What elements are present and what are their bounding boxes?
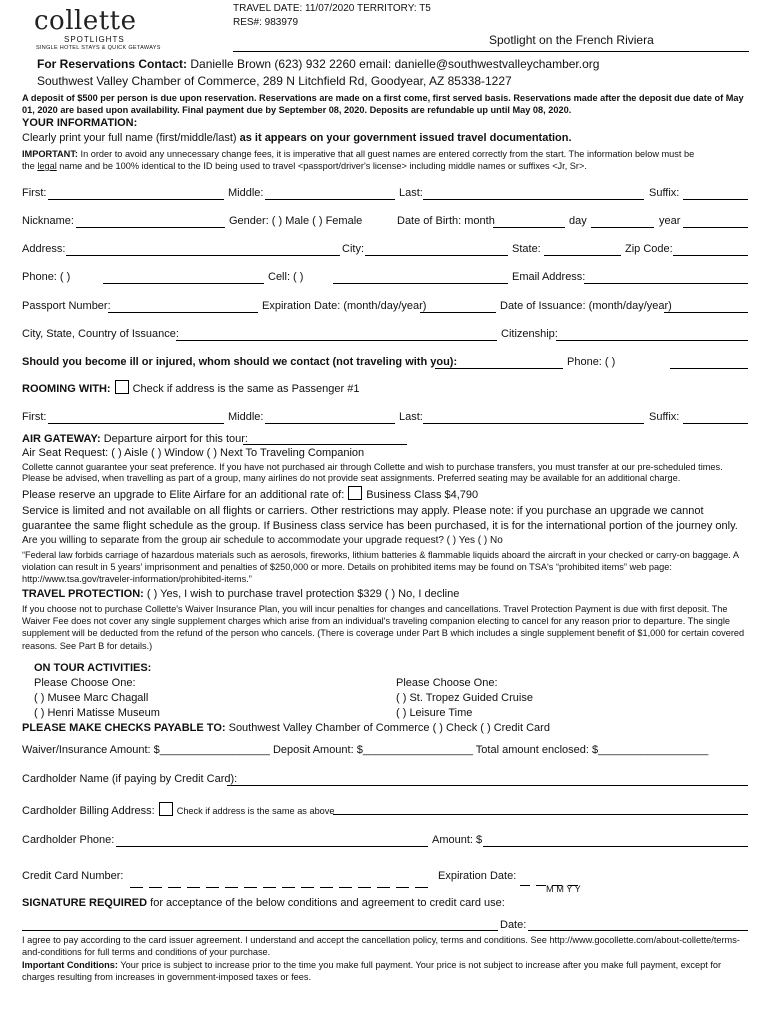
emergency-contact-label: Should you become ill or injured, whom should we contact (not traveling with you): <box>22 356 458 368</box>
billing-address: Cardholder Billing Address: Check if address is the same as above <box>22 802 335 817</box>
issuance-place-label: City, State, Country of Issuance: <box>22 328 179 340</box>
first-name-label: First: <box>22 187 47 199</box>
nickname-field[interactable] <box>76 227 225 228</box>
issuance-place-field[interactable] <box>176 340 497 341</box>
nickname-label: Nickname: <box>22 215 74 227</box>
travel-date-territory: TRAVEL DATE: 11/07/2020 TERRITORY: T5 <box>233 3 431 14</box>
passport-label: Passport Number: <box>22 300 111 312</box>
print-name-instruction: Clearly print your full name (first/middle/last) as it appears on your government issued travel documentation. <box>22 132 572 144</box>
citizenship-field[interactable] <box>556 340 748 341</box>
dob-month-field[interactable] <box>493 227 565 228</box>
deposit-notice: A deposit of $500 per person is due upon reservation. Reservations are made on a first come, first served basis. Reservations made after the deposit due date of May 01, 2020 are based upon availability. Final payment due by September 08, 2020. Deposits are refundable up until May 08, 2020. <box>22 93 744 116</box>
companion-last-field[interactable] <box>423 423 644 424</box>
expiration-field[interactable] <box>420 312 496 313</box>
separate-question[interactable]: Are you willing to separate from the group air schedule to accommodate your upgrade request? ( ) Yes ( ) No <box>22 535 503 546</box>
email-field[interactable] <box>584 283 748 284</box>
tour-name: Spotlight on the French Riviera <box>489 33 654 47</box>
protection-note: If you choose not to purchase Collette's Waiver Insurance Plan, you will incur penalties for changes and cancellations. Travel Protection Payment is due with first deposit. The Waiver Fee does not cover any single supplement charges which arise from an individual's traveling companion electing to cancel for any reason prior to departure. The single supplement will be deducted from the refund of the person who cancels. (There is coverage under Part B which includes a single supplement benefit of $1,000 for certain covered reasons. See Part B for details.) <box>22 604 745 651</box>
billing-same-checkbox[interactable] <box>159 802 173 816</box>
last-name-label: Last: <box>399 187 423 199</box>
companion-suffix-label: Suffix: <box>649 411 680 423</box>
cardholder-phone-label: Cardholder Phone: <box>22 834 115 846</box>
air-gateway: AIR GATEWAY: Departure airport for this tour: <box>22 433 248 445</box>
first-name-field[interactable] <box>48 199 224 200</box>
dob-day-label: day <box>569 215 587 227</box>
mmyy-hint: M M Y Y <box>546 884 581 894</box>
state-field[interactable] <box>544 255 621 256</box>
payable-to[interactable]: PLEASE MAKE CHECKS PAYABLE TO: Southwest Valley Chamber of Commerce ( ) Check ( ) Credit Card <box>22 722 550 734</box>
citizenship-label: Citizenship: <box>501 328 558 340</box>
zip-label: Zip Code: <box>625 243 673 255</box>
expiration-date-label: Expiration Date: <box>438 870 517 882</box>
zip-field[interactable] <box>673 255 748 256</box>
date-field[interactable] <box>528 930 748 931</box>
logo-wordmark: collette <box>34 6 137 36</box>
middle-name-label: Middle: <box>228 187 264 199</box>
logo-spotlights: SPOTLIGHTS <box>64 35 125 44</box>
credit-card-number-field[interactable] <box>130 879 434 897</box>
logo-tagline: SINGLE HOTEL STAYS & QUICK GETAWAYS <box>36 45 161 51</box>
chamber-address: Southwest Valley Chamber of Commerce, 289 N Litchfield Rd, Goodyear, AZ 85338-1227 <box>37 74 512 88</box>
issuance-field[interactable] <box>664 312 748 313</box>
last-name-field[interactable] <box>423 199 644 200</box>
emergency-phone-field[interactable] <box>670 368 748 369</box>
upgrade-request: Please reserve an upgrade to Elite Airfare for an additional rate of: Business Class $4,790 <box>22 486 478 501</box>
city-field[interactable] <box>365 255 508 256</box>
activity-matisse[interactable]: ( ) Henri Matisse Museum <box>34 707 160 719</box>
air-gateway-field[interactable] <box>243 444 407 445</box>
phone-label: Phone: ( ) <box>22 271 71 283</box>
cardholder-phone-field[interactable] <box>116 846 428 847</box>
business-class-checkbox[interactable] <box>348 486 362 500</box>
seat-note-2: Please be advised, when travelling as part of a group, many airlines do not provide seat assignments. Preferred seating may be available for an additional charge. <box>22 473 681 483</box>
important-conditions: Important Conditions: Your price is subject to increase prior to the time you make full payment. Your price is not subject to increase after you make full payment, except for charges resulting from increases in government-imposed taxes or fees. <box>22 960 722 982</box>
rooming-checkbox[interactable] <box>115 380 129 394</box>
date-label: Date: <box>500 919 527 931</box>
dob-day-field[interactable] <box>591 227 654 228</box>
credit-card-number-label: Credit Card Number: <box>22 870 124 882</box>
activities-choose-2: Please Choose One: <box>396 677 498 689</box>
companion-first-label: First: <box>22 411 47 423</box>
collette-logo <box>34 6 161 51</box>
state-label: State: <box>512 243 541 255</box>
amount-field[interactable] <box>483 846 748 847</box>
suffix-label: Suffix: <box>649 187 680 199</box>
issuance-label: Date of Issuance: (month/day/year) <box>500 300 672 312</box>
signature-required: SIGNATURE REQUIRED for acceptance of the below conditions and agreement to credit card use: <box>22 897 505 909</box>
emergency-contact-field[interactable] <box>435 368 563 369</box>
dob-month-label: Date of Birth: month <box>397 215 495 227</box>
signature-field[interactable] <box>22 930 498 931</box>
reservations-contact: For Reservations Contact: Danielle Brown (623) 932 2260 email: danielle@southwestvalleychamber.org <box>37 57 600 71</box>
cell-field[interactable] <box>333 283 508 284</box>
reservation-number: RES#: 983979 <box>233 17 299 28</box>
passport-field[interactable] <box>108 312 258 313</box>
companion-first-field[interactable] <box>48 423 224 424</box>
amount-label: Amount: $ <box>432 834 483 846</box>
address-label: Address: <box>22 243 66 255</box>
companion-middle-label: Middle: <box>228 411 264 423</box>
companion-last-label: Last: <box>399 411 423 423</box>
emergency-phone-label: Phone: ( ) <box>567 356 616 368</box>
billing-address-field[interactable] <box>333 814 748 815</box>
header-divider <box>233 51 749 52</box>
agreement-text: I agree to pay according to the card issuer agreement. I understand and accept the cancellation policy, terms and conditions. See http://www.gocollette.com/about-collette/terms-and-conditions for full terms and conditions of your purchase. <box>22 935 740 957</box>
activities-choose-1: Please Choose One: <box>34 677 136 689</box>
travel-protection[interactable]: TRAVEL PROTECTION: ( ) Yes, I wish to purchase travel protection $329 ( ) No, I decline <box>22 588 460 600</box>
air-seat-request[interactable]: Air Seat Request: ( ) Aisle ( ) Window ( ) Next To Traveling Companion <box>22 447 365 459</box>
phone-field[interactable] <box>103 283 264 284</box>
dob-year-field[interactable] <box>683 227 748 228</box>
activity-leisure[interactable]: ( ) Leisure Time <box>396 707 473 719</box>
middle-name-field[interactable] <box>265 199 395 200</box>
your-information-heading: YOUR INFORMATION: <box>22 117 138 129</box>
cardholder-name-label: Cardholder Name (if paying by Credit Card): <box>22 773 238 785</box>
dob-year-label: year <box>659 215 681 227</box>
companion-suffix-field[interactable] <box>683 423 748 424</box>
activity-chagall[interactable]: ( ) Musee Marc Chagall <box>34 692 149 704</box>
address-field[interactable] <box>66 255 340 256</box>
suffix-field[interactable] <box>683 199 748 200</box>
amounts-line[interactable]: Waiver/Insurance Amount: $__________________ Deposit Amount: $__________________ Total amount enclosed: $__________________ <box>22 744 709 756</box>
gender-options[interactable]: Gender: ( ) Male ( ) Female <box>229 215 363 227</box>
city-label: City: <box>342 243 364 255</box>
faa-notice: “Federal law forbids carriage of hazardous materials such as aerosols, fireworks, lithium batteries & flammable liquids aboard the aircraft in your checked or carry-on baggage. A violation can result in 5 years' imprisonment and penalties of $250,000 or more. Details on prohibited items may be found on TSA's “prohibited items” web page: http://www.tsa.gov/traveler-information/prohibited-items.” <box>22 550 739 584</box>
cell-label: Cell: ( ) <box>268 271 304 283</box>
activity-st-tropez[interactable]: ( ) St. Tropez Guided Cruise <box>396 692 533 704</box>
rooming-with: ROOMING WITH: Check if address is the same as Passenger #1 <box>22 380 359 395</box>
important-note-2: the legal name and be 100% identical to the ID being used to travel <passport/driver's license> including middle names or suffixes <Jr, Sr>. <box>22 161 587 171</box>
companion-middle-field[interactable] <box>265 423 395 424</box>
important-note: IMPORTANT: In order to avoid any unnecessary change fees, it is imperative that all guest names are entered correctly from the start. The information below must be <box>22 149 695 159</box>
activities-heading: ON TOUR ACTIVITIES: <box>34 662 152 674</box>
seat-note-1: Collette cannot guarantee your seat preference. If you have not purchased air through Collette and wish to purchase transfers, you must transfer at our pre-scheduled times. <box>22 462 723 472</box>
expiration-label: Expiration Date: (month/day/year) <box>262 300 427 312</box>
service-note: Service is limited and not available on all flights or carriers. Other restrictions may apply. Please note: if you purchase an upgrade we cannot guarantee the same flight schedule as the group. If Business class service has been purchased, it is for the international portion of the journey only. <box>22 505 738 532</box>
cardholder-name-field[interactable] <box>227 785 748 786</box>
email-label: Email Address: <box>512 271 586 283</box>
